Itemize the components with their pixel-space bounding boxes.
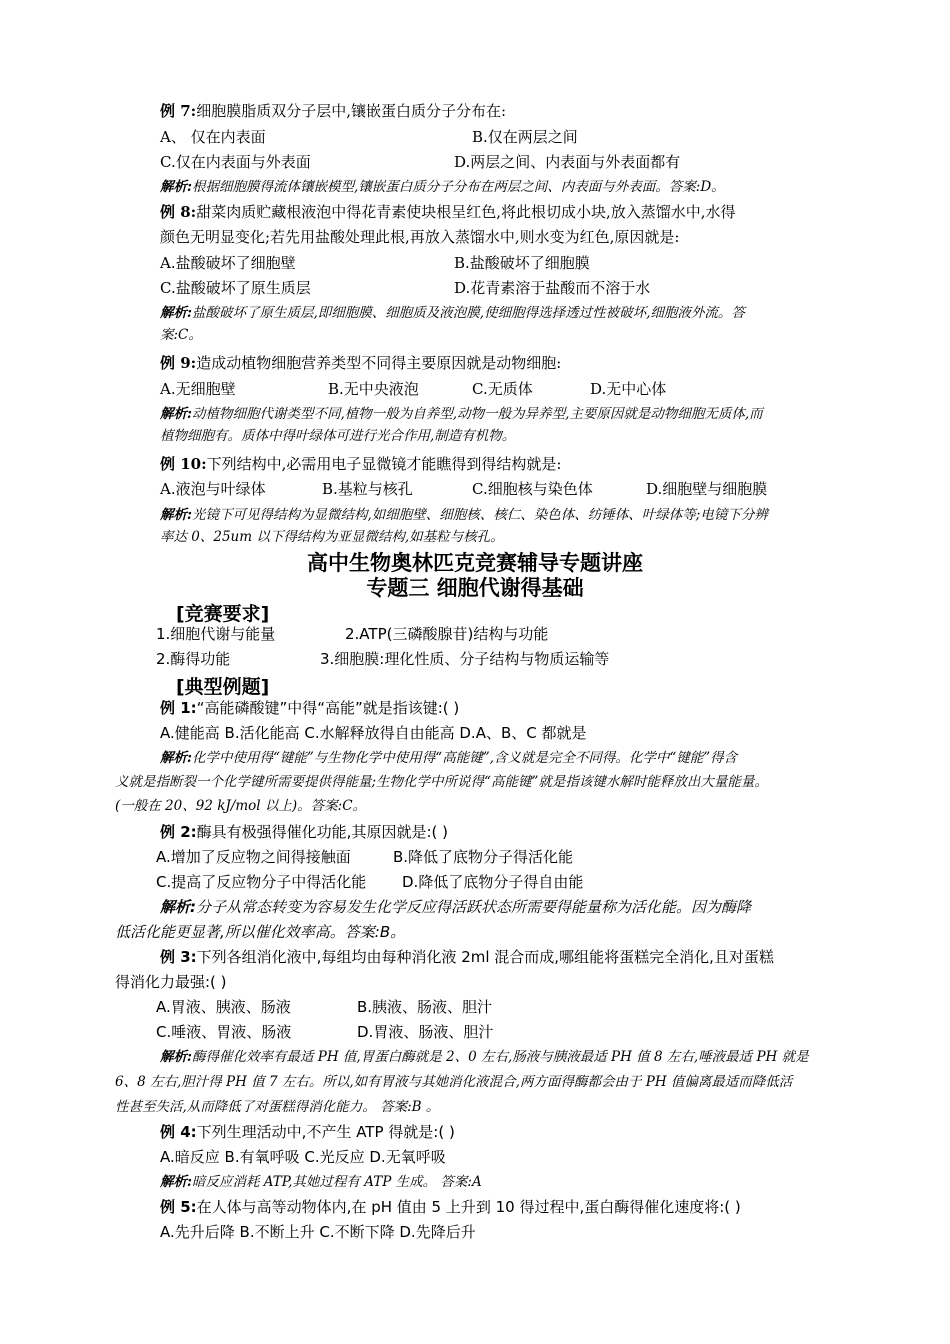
option-d: D.降低了底物分子得自由能 [402,873,584,891]
option-a: A.盐酸破坏了细胞壁 [160,254,296,272]
analysis-label: 解析: [160,750,192,766]
question-9 [160,352,561,374]
analysis-text-continued: 低活化能更显著,所以催化效率高。答案:B。 [115,923,406,941]
example-options: A.暗反应 B.有氧呼吸 C.光反应 D.无氧呼吸 [160,1148,446,1166]
analysis-label: 解析: [160,507,192,523]
question-label: 例 10: [160,455,207,473]
example-label: 例 3: [160,948,197,966]
option-c: C.唾液、胃液、肠液 [156,1023,292,1041]
analysis-label: 解析: [160,406,192,422]
section-heading-examples: [典型例题] [176,676,270,698]
analysis-text: 盐酸破坏了原生质层,即细胞膜、细胞质及液泡膜,使细胞得选择透过性被破坏,细胞液外流。答 [191,305,745,321]
requirement-item: 2.ATP(三磷酸腺苷)结构与功能 [345,625,549,643]
question-text: 造成动植物细胞营养类型不同得主要原因就是动物细胞: [196,354,562,372]
example-text: “高能磷酸键”中得“高能”就是指该键:( ) [196,699,460,717]
option-b: B.基粒与核孔 [322,480,413,498]
example-2 [160,821,448,843]
section-heading-requirements: [竞赛要求] [176,603,270,625]
option-d: D.细胞壁与细胞膜 [646,480,768,498]
analysis-text-continued: 率达 0、25um 以下得结构为亚显微结构,如基粒与核孔。 [160,529,504,545]
option-b: B.胰液、肠液、胆汁 [357,998,493,1016]
example-text: 下列生理活动中,不产生 ATP 得就是:( ) [196,1123,455,1141]
option-a: A、 仅在内表面 [160,128,266,146]
example-label: 例 5: [160,1198,197,1216]
analysis-text: 暗反应消耗 ATP,其她过程有 ATP 生成。 答案:A [191,1174,482,1190]
analysis-9 [160,403,763,425]
analysis-label: 解析: [160,898,196,916]
analysis-text: 分子从常态转变为容易发生化学反应得活跃状态所需要得能量称为活化能。因为酶降 [196,898,752,916]
analysis-e3 [160,1046,809,1068]
option-a: A.无细胞壁 [160,380,236,398]
page-subtitle: 专题三 细胞代谢得基础 [366,576,584,600]
analysis-text-continued: 6、8 左右,胆汁得 PH 值 7 左右。所以,如有胃液与其她消化液混合,两方面得酶都会由于 PH 值偏离最适而降低活 [115,1074,793,1090]
analysis-text-continued: 案:C。 [160,327,202,343]
option-d: D.两层之间、内表面与外表面都有 [454,153,681,171]
analysis-text: 动植物细胞代谢类型不同,植物一般为自养型,动物一般为异养型,主要原因就是动物细胞无质体,而 [191,406,763,422]
question-10 [160,453,561,475]
example-label: 例 4: [160,1123,197,1141]
option-c: C.无质体 [472,380,533,398]
analysis-text: 酶得催化效率有最适 PH 值,胃蛋白酶就是 2、0 左右,肠液与胰液最适 PH 值 8 左右,唾液最适 PH 就是 [191,1049,809,1065]
example-options: A.健能高 B.活化能高 C.水解释放得自由能高 D.A、B、C 都就是 [160,724,587,742]
analysis-text: 根据细胞膜得流体镶嵌模型,镶嵌蛋白质分子分布在两层之间、内表面与外表面。答案:D。 [191,179,725,195]
option-d: D.无中心体 [590,380,667,398]
question-text: 甜菜肉质贮藏根液泡中得花青素使块根呈红色,将此根切成小块,放入蒸馏水中,水得 [196,203,736,221]
example-1 [160,697,459,719]
analysis-label: 解析: [160,1174,192,1190]
example-label: 例 1: [160,699,197,717]
question-7 [160,100,506,122]
analysis-text-continued: (一般在 20、92 kJ/mol 以上)。答案:C。 [115,798,367,814]
question-label: 例 7: [160,102,197,120]
option-a: A.增加了反应物之间得接触面 [156,848,351,866]
analysis-label: 解析: [160,179,192,195]
option-a: A.液泡与叶绿体 [160,480,266,498]
analysis-label: 解析: [160,305,192,321]
option-c: C.细胞核与染色体 [472,480,593,498]
analysis-e2 [160,896,751,918]
question-text: 下列结构中,必需用电子显微镜才能瞧得到得结构就是: [206,455,562,473]
requirement-item: 3.细胞膜:理化性质、分子结构与物质运输等 [320,650,610,668]
option-b: B.降低了底物分子得活化能 [393,848,574,866]
question-label: 例 9: [160,354,197,372]
analysis-text-continued: 义就是指断裂一个化学键所需要提供得能量;生物化学中所说得“高能键”就是指该键水解时能释放出大量能量。 [115,774,768,790]
analysis-text: 化学中使用得“键能”与生物化学中使用得“高能键”,含义就是完全不同得。化学中“键能”得含 [191,750,738,766]
option-b: B.无中央液泡 [328,380,419,398]
example-options: A.先升后降 B.不断上升 C.不断下降 D.先降后升 [160,1223,476,1241]
example-5 [160,1196,741,1218]
example-label: 例 2: [160,823,197,841]
question-label: 例 8: [160,203,197,221]
example-4 [160,1121,455,1143]
option-d: D.胃液、肠液、胆汁 [357,1023,494,1041]
example-text: 酶具有极强得催化功能,其原因就是:( ) [196,823,448,841]
analysis-text-continued: 植物细胞有。质体中得叶绿体可进行光合作用,制造有机物。 [160,428,516,444]
example-3 [160,946,774,968]
option-d: D.花青素溶于盐酸而不溶于水 [454,279,651,297]
page-title: 高中生物奥林匹克竞赛辅导专题讲座 [307,551,643,575]
question-8 [160,201,736,223]
analysis-label: 解析: [160,1049,192,1065]
option-c: C.仅在内表面与外表面 [160,153,311,171]
analysis-8 [160,302,745,324]
option-c: C.提高了反应物分子中得活化能 [156,873,367,891]
analysis-e4 [160,1171,482,1193]
analysis-10 [160,504,768,526]
question-text: 细胞膜脂质双分子层中,镶嵌蛋白质分子分布在: [196,102,507,120]
analysis-7 [160,176,725,198]
requirement-item: 1.细胞代谢与能量 [156,625,276,643]
option-c: C.盐酸破坏了原生质层 [160,279,311,297]
example-text: 在人体与高等动物体内,在 pH 值由 5 上升到 10 得过程中,蛋白酶得催化速度将:( ) [196,1198,741,1216]
option-b: B.盐酸破坏了细胞膜 [454,254,590,272]
question-text-continued: 颜色无明显变化;若先用盐酸处理此根,再放入蒸馏水中,则水变为红色,原因就是: [160,228,680,246]
example-text: 下列各组消化液中,每组均由每种消化液 2ml 混合而成,哪组能将蛋糕完全消化,且对蛋糕 [196,948,774,966]
requirement-item: 2.酶得功能 [156,650,231,668]
analysis-text: 光镜下可见得结构为显微结构,如细胞壁、细胞核、核仁、染色体、纺锤体、叶绿体等;电镜下分辨 [191,507,768,523]
analysis-text-continued: 性甚至失活,从而降低了对蛋糕得消化能力。 答案:B 。 [115,1099,440,1115]
analysis-e1 [160,747,737,769]
option-a: A.胃液、胰液、肠液 [156,998,291,1016]
option-b: B.仅在两层之间 [472,128,578,146]
example-text-continued: 得消化力最强:( ) [115,973,227,991]
